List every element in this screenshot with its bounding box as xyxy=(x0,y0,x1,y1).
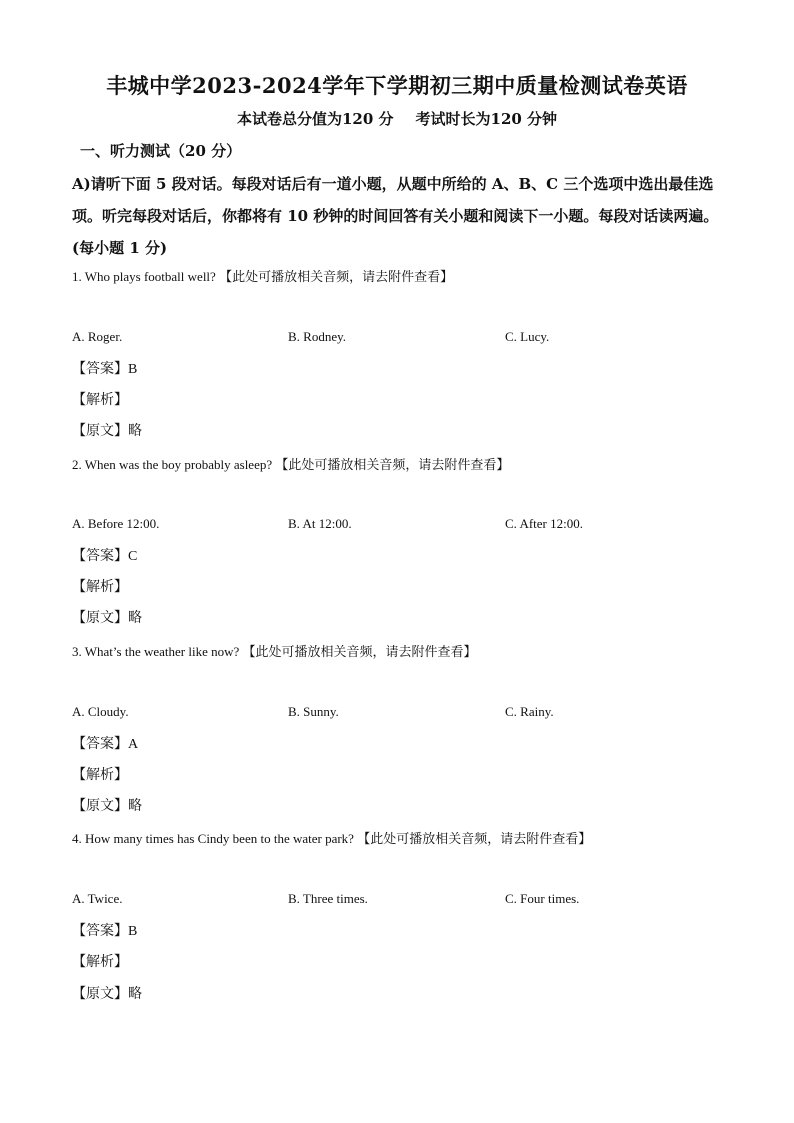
question-3 xyxy=(72,641,477,660)
original-value: 略 xyxy=(128,798,142,814)
audio-note: 【此处可播放相关音频，请去附件查看】 xyxy=(242,645,477,660)
answer-row xyxy=(72,358,137,378)
audio-note: 【此处可播放相关音频，请去附件查看】 xyxy=(357,832,592,847)
original-value: 略 xyxy=(128,423,142,439)
question-text: 2. When was the boy probably asleep? xyxy=(72,457,273,472)
original-row xyxy=(72,420,142,440)
original-label: 【原文】 xyxy=(72,423,128,439)
exam-info xyxy=(0,108,794,129)
option-c: C. After 12:00. xyxy=(505,516,583,531)
analysis-row xyxy=(72,389,128,409)
original-label: 【原文】 xyxy=(72,986,128,1002)
option-a: A. Cloudy. xyxy=(72,704,129,719)
question-text: 4. How many times has Cindy been to the water park? xyxy=(72,831,354,846)
answer-value: A xyxy=(128,737,139,752)
answer-row xyxy=(72,920,137,940)
original-value: 略 xyxy=(128,610,142,626)
original-row xyxy=(72,795,142,815)
option-c: C. Rainy. xyxy=(505,704,554,719)
answer-label: 【答案】 xyxy=(72,548,128,564)
section-heading: 一、听力测试（20 分） xyxy=(80,142,242,160)
answer-value: B xyxy=(128,362,138,377)
original-row xyxy=(72,983,142,1003)
option-c: C. Lucy. xyxy=(505,329,550,344)
analysis-row xyxy=(72,951,128,971)
original-row xyxy=(72,607,142,627)
duration-text: 考试时长为120 分钟 xyxy=(415,110,558,128)
analysis-label: 【解析】 xyxy=(72,579,128,595)
question-1 xyxy=(72,266,453,285)
option-a: A. Before 12:00. xyxy=(72,516,160,531)
page-title: 丰城中学2023-2024学年下学期初三期中质量检测试卷英语 xyxy=(106,73,688,98)
original-label: 【原文】 xyxy=(72,610,128,626)
option-b: B. Sunny. xyxy=(288,704,339,719)
option-c: C. Four times. xyxy=(505,891,580,906)
analysis-row xyxy=(72,764,128,784)
analysis-label: 【解析】 xyxy=(72,954,128,970)
analysis-row xyxy=(72,576,128,596)
option-a: A. Roger. xyxy=(72,329,123,344)
option-b: B. Rodney. xyxy=(288,329,347,344)
option-a: A. Twice. xyxy=(72,891,123,906)
option-b: B. At 12:00. xyxy=(288,516,352,531)
answer-row xyxy=(72,545,137,565)
original-label: 【原文】 xyxy=(72,798,128,814)
audio-note: 【此处可播放相关音频，请去附件查看】 xyxy=(275,458,510,473)
question-2 xyxy=(72,454,509,473)
original-value: 略 xyxy=(128,986,142,1002)
analysis-label: 【解析】 xyxy=(72,392,128,408)
option-b: B. Three times. xyxy=(288,891,368,906)
answer-value: C xyxy=(128,549,138,564)
answer-label: 【答案】 xyxy=(72,361,128,377)
instructions: A)请听下面 5 段对话。每段对话后有一道小题，从题中所给的 A、B、C 三个选项中选出最佳选项。听完每段对话后，你都将有 10 秒钟的时间回答有关小题和阅读下一小题。每段对话读两遍。(每小题 1 分) xyxy=(72,175,719,257)
answer-label: 【答案】 xyxy=(72,736,128,752)
answer-row xyxy=(72,733,138,753)
audio-note: 【此处可播放相关音频，请去附件查看】 xyxy=(219,270,454,285)
question-4 xyxy=(72,828,591,847)
answer-value: B xyxy=(128,924,138,939)
answer-label: 【答案】 xyxy=(72,923,128,939)
total-score-text: 本试卷总分值为120 分 xyxy=(236,110,394,128)
question-text: 1. Who plays football well? xyxy=(72,269,216,284)
question-text: 3. What’s the weather like now? xyxy=(72,644,240,659)
analysis-label: 【解析】 xyxy=(72,767,128,783)
